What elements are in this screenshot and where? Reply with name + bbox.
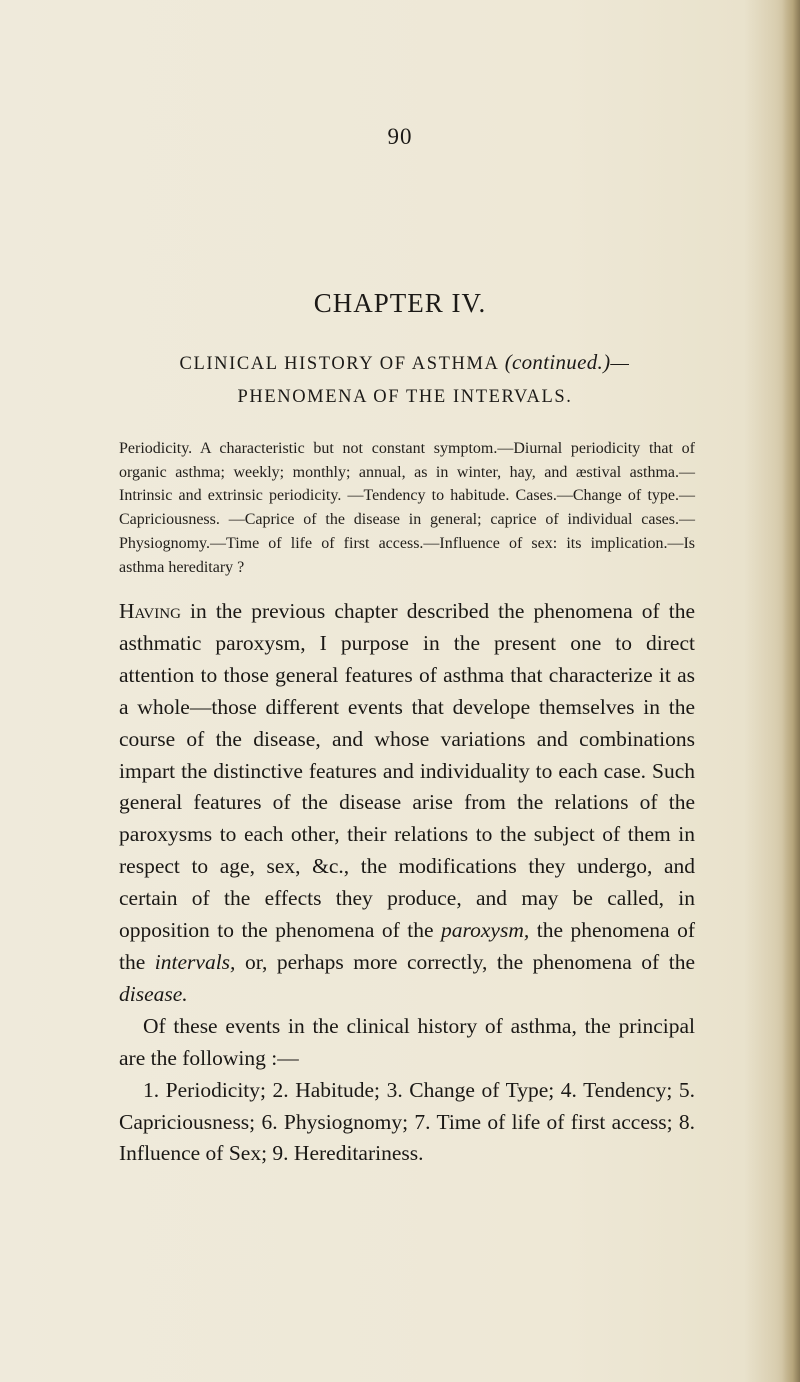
italic-intervals: intervals, bbox=[154, 949, 236, 974]
body-text bbox=[119, 596, 695, 1170]
chapter-summary: Periodicity. A characteristic but not constant symptom.—Diurnal periodicity that of organic asthma; weekly; monthly; annual, as in winter, hay, and æstival asthma.—Intrinsic and extrinsic periodicity. —Tendency to habitude. Cases.—Change of type.—Capriciousness. —Caprice of the disease in general; caprice of individual cases.— Physiognomy.—Time of life of first access.—Influence of sex: its implication.—Is asthma hereditary ? bbox=[119, 440, 695, 576]
paragraph-intro-text-c: or, perhaps more correctly, the phenomena of the bbox=[235, 949, 695, 974]
page-number: 90 bbox=[387, 124, 413, 149]
paragraph-principal-events: Of these events in the clinical history of asthma, the principal are the following :— bbox=[119, 1013, 695, 1070]
subtitle-dash: — bbox=[610, 354, 631, 374]
lead-in-word: Having bbox=[119, 599, 181, 623]
paragraph-events-list: 1. Periodicity; 2. Habitude; 3. Change of Type; 4. Tendency; 5. Capriciousness; 6. Physiognomy; 7. Time of life of first access; 8. Influence of Sex; 9. Hereditariness. bbox=[119, 1077, 695, 1166]
paragraph-intro bbox=[119, 596, 695, 1011]
italic-paroxysm: paroxysm, bbox=[441, 918, 530, 943]
chapter-subtitle-line-1 bbox=[120, 350, 690, 375]
subtitle-prefix: CLINICAL HISTORY OF ASTHMA bbox=[179, 354, 499, 374]
italic-disease: disease. bbox=[119, 981, 188, 1006]
paragraph-intro-text-a: in the previous chapter described the phenomena of the asthmatic paroxysm, I purpose in the present one to direct attention to those general features of asthma that characterize it as a whole—those different events that develope themselves in the course of the disease, and whose variations and combinations impart the distinctive features and individuality to each case. Such general features of the disease arise from the relations of the paroxysms to each other, their relations to the subject of them in respect to age, sex, &c., the modifications they undergo, and certain of the effects they produce, and may be called, in opposition to the phenomena of the bbox=[119, 599, 695, 943]
subtitle-continued: (continued.) bbox=[504, 350, 611, 374]
page-edge-shadow bbox=[782, 0, 800, 1382]
chapter-subtitle-line-2: PHENOMENA OF THE INTERVALS. bbox=[237, 387, 573, 407]
chapter-title: CHAPTER IV. bbox=[313, 288, 487, 318]
paragraph-intro-text-b: the phenomena of the bbox=[119, 918, 696, 974]
